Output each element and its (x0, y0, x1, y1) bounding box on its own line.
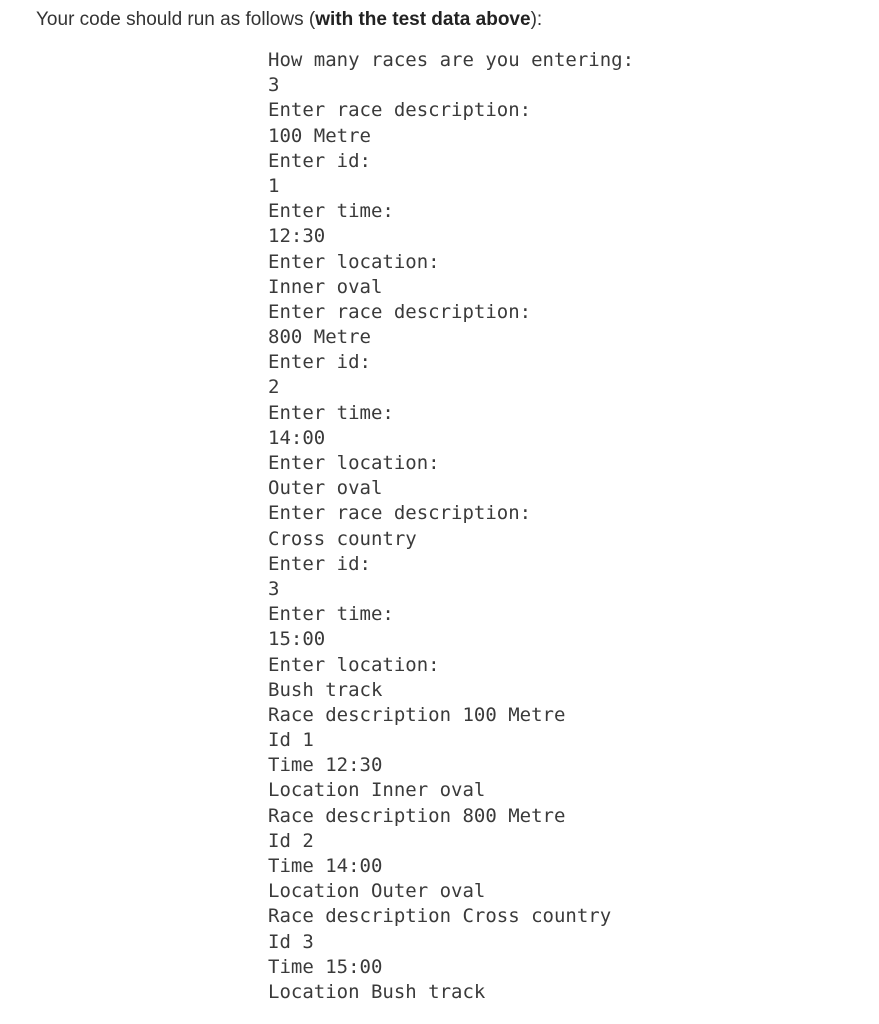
console-line: Time 14:00 (268, 855, 383, 877)
console-line: Enter race description: (268, 502, 532, 525)
console-line: 100 Metre (268, 124, 371, 147)
console-line: Enter id: (268, 351, 371, 374)
console-output (268, 48, 634, 1005)
console-line: Enter time: (268, 401, 394, 424)
intro-sentence (36, 6, 542, 34)
console-line: Bush track (268, 678, 383, 701)
console-line: How many races are you entering: (268, 49, 635, 71)
console-line: Time 12:30 (268, 754, 383, 777)
console-line: Enter location: (268, 653, 440, 676)
console-line: Enter id: (268, 552, 371, 575)
console-line: 2 (268, 376, 280, 399)
console-line: Outer oval (268, 477, 383, 500)
console-line: Id 3 (268, 930, 314, 953)
console-line: Cross country (268, 527, 417, 550)
console-line: 3 (268, 577, 280, 600)
console-line: Enter id: (268, 149, 371, 172)
console-line: 800 Metre (268, 326, 371, 349)
console-line: Location Inner oval (268, 779, 486, 802)
console-line: Id 1 (268, 729, 314, 752)
console-line: Enter time: (268, 603, 394, 626)
console-line: Time 15:00 (268, 955, 383, 978)
console-line: Id 2 (268, 829, 314, 852)
console-line: 15:00 (268, 628, 326, 651)
console-line: Enter race description: (268, 99, 532, 122)
intro-suffix: ): (530, 9, 543, 30)
console-line: Race description 800 Metre (268, 804, 566, 827)
console-line: Inner oval (268, 275, 383, 298)
intro-bold-text: with the test data above (315, 9, 531, 30)
console-line: 14:00 (268, 426, 326, 449)
console-line: Enter time: (268, 200, 394, 223)
console-line: 3 (268, 74, 280, 97)
console-line: Enter race description: (268, 300, 532, 323)
console-line: Race description Cross country (268, 905, 612, 928)
intro-prefix: Your code should run as follows ( (36, 9, 316, 30)
console-line: 1 (268, 174, 280, 197)
console-line: Location Outer oval (268, 880, 486, 903)
console-line: Enter location: (268, 452, 440, 474)
console-line: 12:30 (268, 225, 326, 248)
console-line: Race description 100 Metre (268, 703, 566, 726)
console-line: Enter location: (268, 250, 440, 273)
console-line: Location Bush track (268, 980, 486, 1003)
